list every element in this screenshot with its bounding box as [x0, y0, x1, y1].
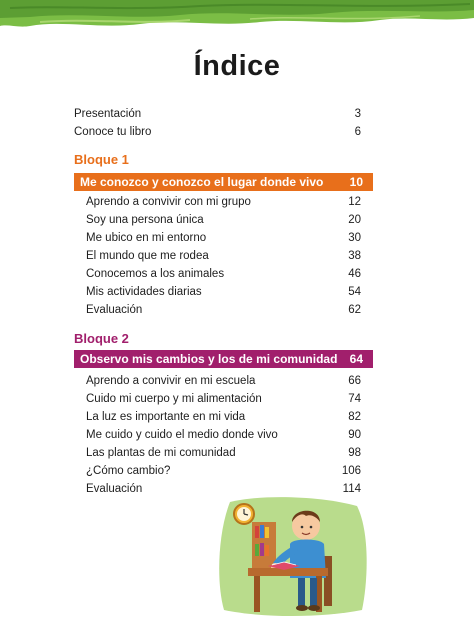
- block-1-heading: Bloque 1: [74, 152, 129, 167]
- toc-entry-label: Las plantas de mi comunidad: [86, 447, 236, 459]
- toc-entry[interactable]: [86, 193, 361, 211]
- green-brush-banner: [0, 0, 474, 36]
- toc-entry-label: Aprendo a convivir con mi grupo: [86, 196, 251, 208]
- toc-entry-page: 3: [354, 108, 361, 120]
- block-1-title: Me conozco y conozco el lugar donde vivo: [80, 175, 324, 189]
- toc-entry[interactable]: [86, 462, 361, 480]
- toc-entry-page: 106: [341, 465, 361, 477]
- toc-entry-label: El mundo que me rodea: [86, 250, 209, 262]
- toc-entry-page: 12: [348, 196, 361, 208]
- block-1-title-bar[interactable]: [74, 173, 373, 191]
- toc-entry-label: Soy una persona única: [86, 214, 204, 226]
- toc-entry-label: Me cuido y cuido el medio donde vivo: [86, 429, 278, 441]
- toc-entry-page: 46: [348, 268, 361, 280]
- toc-entry-page: 38: [348, 250, 361, 262]
- toc-entry-page: 30: [348, 232, 361, 244]
- toc-entry[interactable]: [86, 211, 361, 229]
- toc-entry[interactable]: [86, 444, 361, 462]
- toc-entry[interactable]: [86, 408, 361, 426]
- block-2-page: 64: [349, 352, 363, 366]
- toc-entry-label: Aprendo a convivir en mi escuela: [86, 375, 256, 387]
- toc-entry-label: Conoce tu libro: [74, 126, 152, 138]
- toc-entry-label: Evaluación: [86, 483, 143, 495]
- toc-entry-label: Evaluación: [86, 304, 143, 316]
- toc-entry-page: 82: [348, 411, 361, 423]
- block-1-page: 10: [349, 175, 363, 189]
- toc-entry-label: La luz es importante en mi vida: [86, 411, 246, 423]
- toc-entry-page: 20: [348, 214, 361, 226]
- page-title: Índice: [193, 50, 281, 82]
- toc-entry-label: Presentación: [74, 108, 142, 120]
- toc-entry-page: 114: [342, 483, 361, 495]
- toc-entry[interactable]: [86, 426, 361, 444]
- toc-entry-page: 90: [348, 429, 361, 441]
- toc-entry-page: 54: [348, 286, 361, 298]
- child-at-desk-illustration: [212, 492, 372, 620]
- block-2-title: Observo mis cambios y los de mi comunidad: [80, 352, 338, 366]
- toc-entry[interactable]: [86, 301, 361, 319]
- toc-entry[interactable]: [86, 283, 361, 301]
- toc-entry-label: Conocemos a los animales: [86, 268, 225, 280]
- toc-entry-label: ¿Cómo cambio?: [86, 465, 171, 477]
- toc-entry[interactable]: [86, 390, 361, 408]
- toc-entry[interactable]: [86, 229, 361, 247]
- toc-entry-page: 62: [348, 304, 361, 316]
- toc-entry[interactable]: [86, 372, 361, 390]
- toc-entry-page: 6: [354, 126, 361, 138]
- block-2-heading: Bloque 2: [74, 331, 129, 346]
- toc-entry[interactable]: [86, 247, 361, 265]
- toc-entry[interactable]: [74, 123, 361, 141]
- toc-entry-page: 66: [348, 375, 361, 387]
- toc-entry-label: Me ubico en mi entorno: [86, 232, 207, 244]
- toc-entry-label: Mis actividades diarias: [86, 286, 202, 298]
- toc-entry-page: 74: [348, 393, 361, 405]
- toc-entry[interactable]: [86, 265, 361, 283]
- toc-entry[interactable]: [74, 105, 361, 123]
- toc-entry-label: Cuido mi cuerpo y mi alimentación: [86, 393, 262, 405]
- toc-entry-page: 98: [348, 447, 361, 459]
- block-2-title-bar[interactable]: [74, 350, 373, 368]
